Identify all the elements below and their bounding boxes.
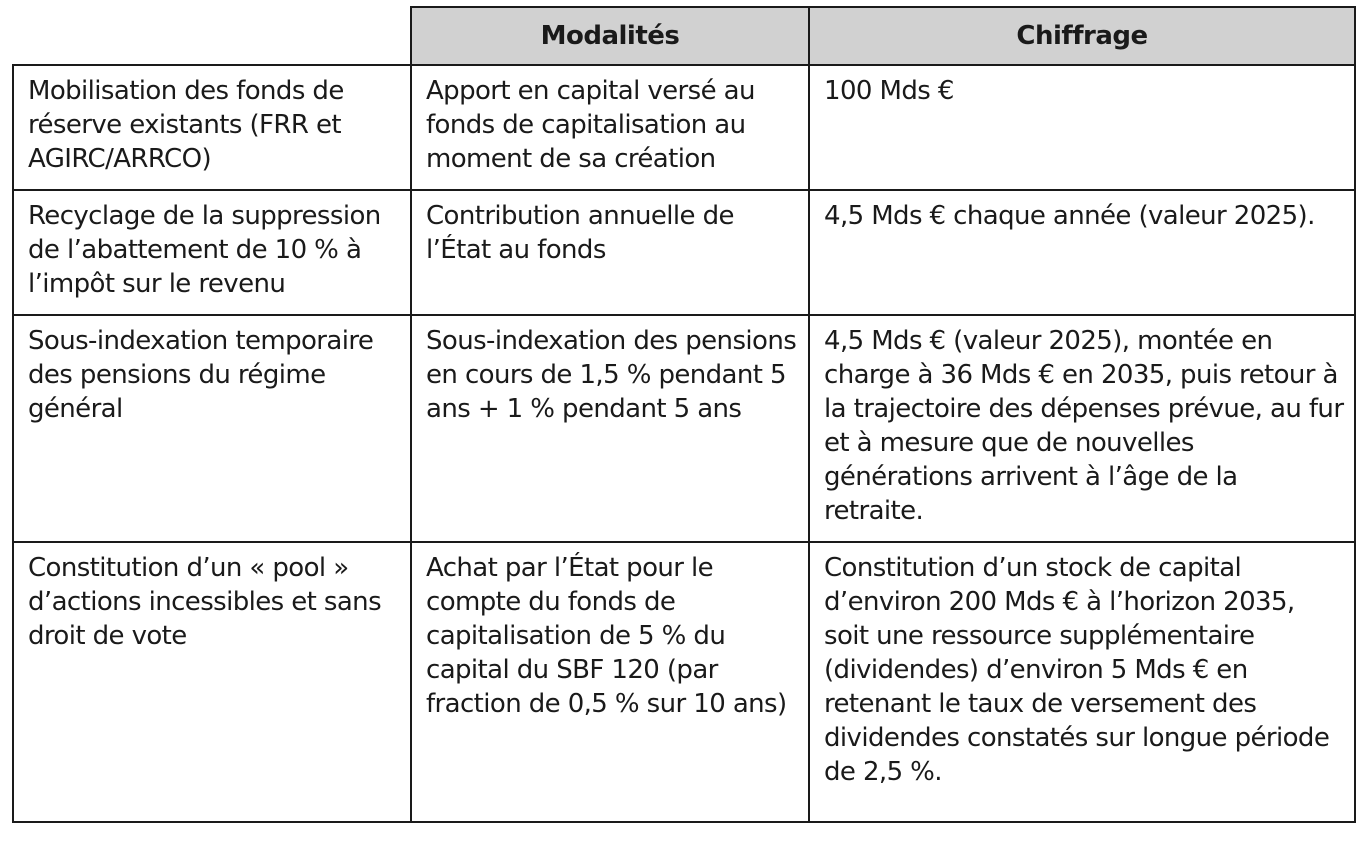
cell-chiffrage: Constitution d’un stock de capital d’environ 200 Mds € à l’horizon 2035, soit une ressource supplémentaire (dividendes) d’environ 5 Mds € en retenant le taux de versement des dividendes constatés sur longue période de 2,5 %. (809, 542, 1355, 822)
cell-mesure: Recyclage de la suppression de l’abattement de 10 % à l’impôt sur le revenu (13, 190, 411, 315)
header-row (13, 7, 1355, 65)
cell-chiffrage: 4,5 Mds € (valeur 2025), montée en charge à 36 Mds € en 2035, puis retour à la trajectoire des dépenses prévue, au fur et à mesure que de nouvelles générations arrivent à l’âge de la retraite. (809, 315, 1355, 542)
cell-modalites: Apport en capital versé au fonds de capitalisation au moment de sa création (411, 65, 809, 190)
empty-corner-cell (13, 7, 411, 65)
table-row (13, 542, 1355, 822)
funding-table (12, 6, 1356, 823)
cell-chiffrage: 100 Mds € (809, 65, 1355, 190)
cell-mesure: Mobilisation des fonds de réserve existants (FRR et AGIRC/ARRCO) (13, 65, 411, 190)
cell-modalites: Sous-indexation des pensions en cours de 1,5 % pendant 5 ans + 1 % pendant 5 ans (411, 315, 809, 542)
cell-chiffrage: 4,5 Mds € chaque année (valeur 2025). (809, 190, 1355, 315)
cell-modalites: Contribution annuelle de l’État au fonds (411, 190, 809, 315)
header-modalites: Modalités (411, 7, 809, 65)
header-chiffrage: Chiffrage (809, 7, 1355, 65)
table-row (13, 315, 1355, 542)
cell-mesure: Constitution d’un « pool » d’actions incessibles et sans droit de vote (13, 542, 411, 822)
table-row (13, 190, 1355, 315)
cell-mesure: Sous-indexation temporaire des pensions du régime général (13, 315, 411, 542)
cell-modalites: Achat par l’État pour le compte du fonds de capitalisation de 5 % du capital du SBF 120 (par fraction de 0,5 % sur 10 ans) (411, 542, 809, 822)
table-row (13, 65, 1355, 190)
